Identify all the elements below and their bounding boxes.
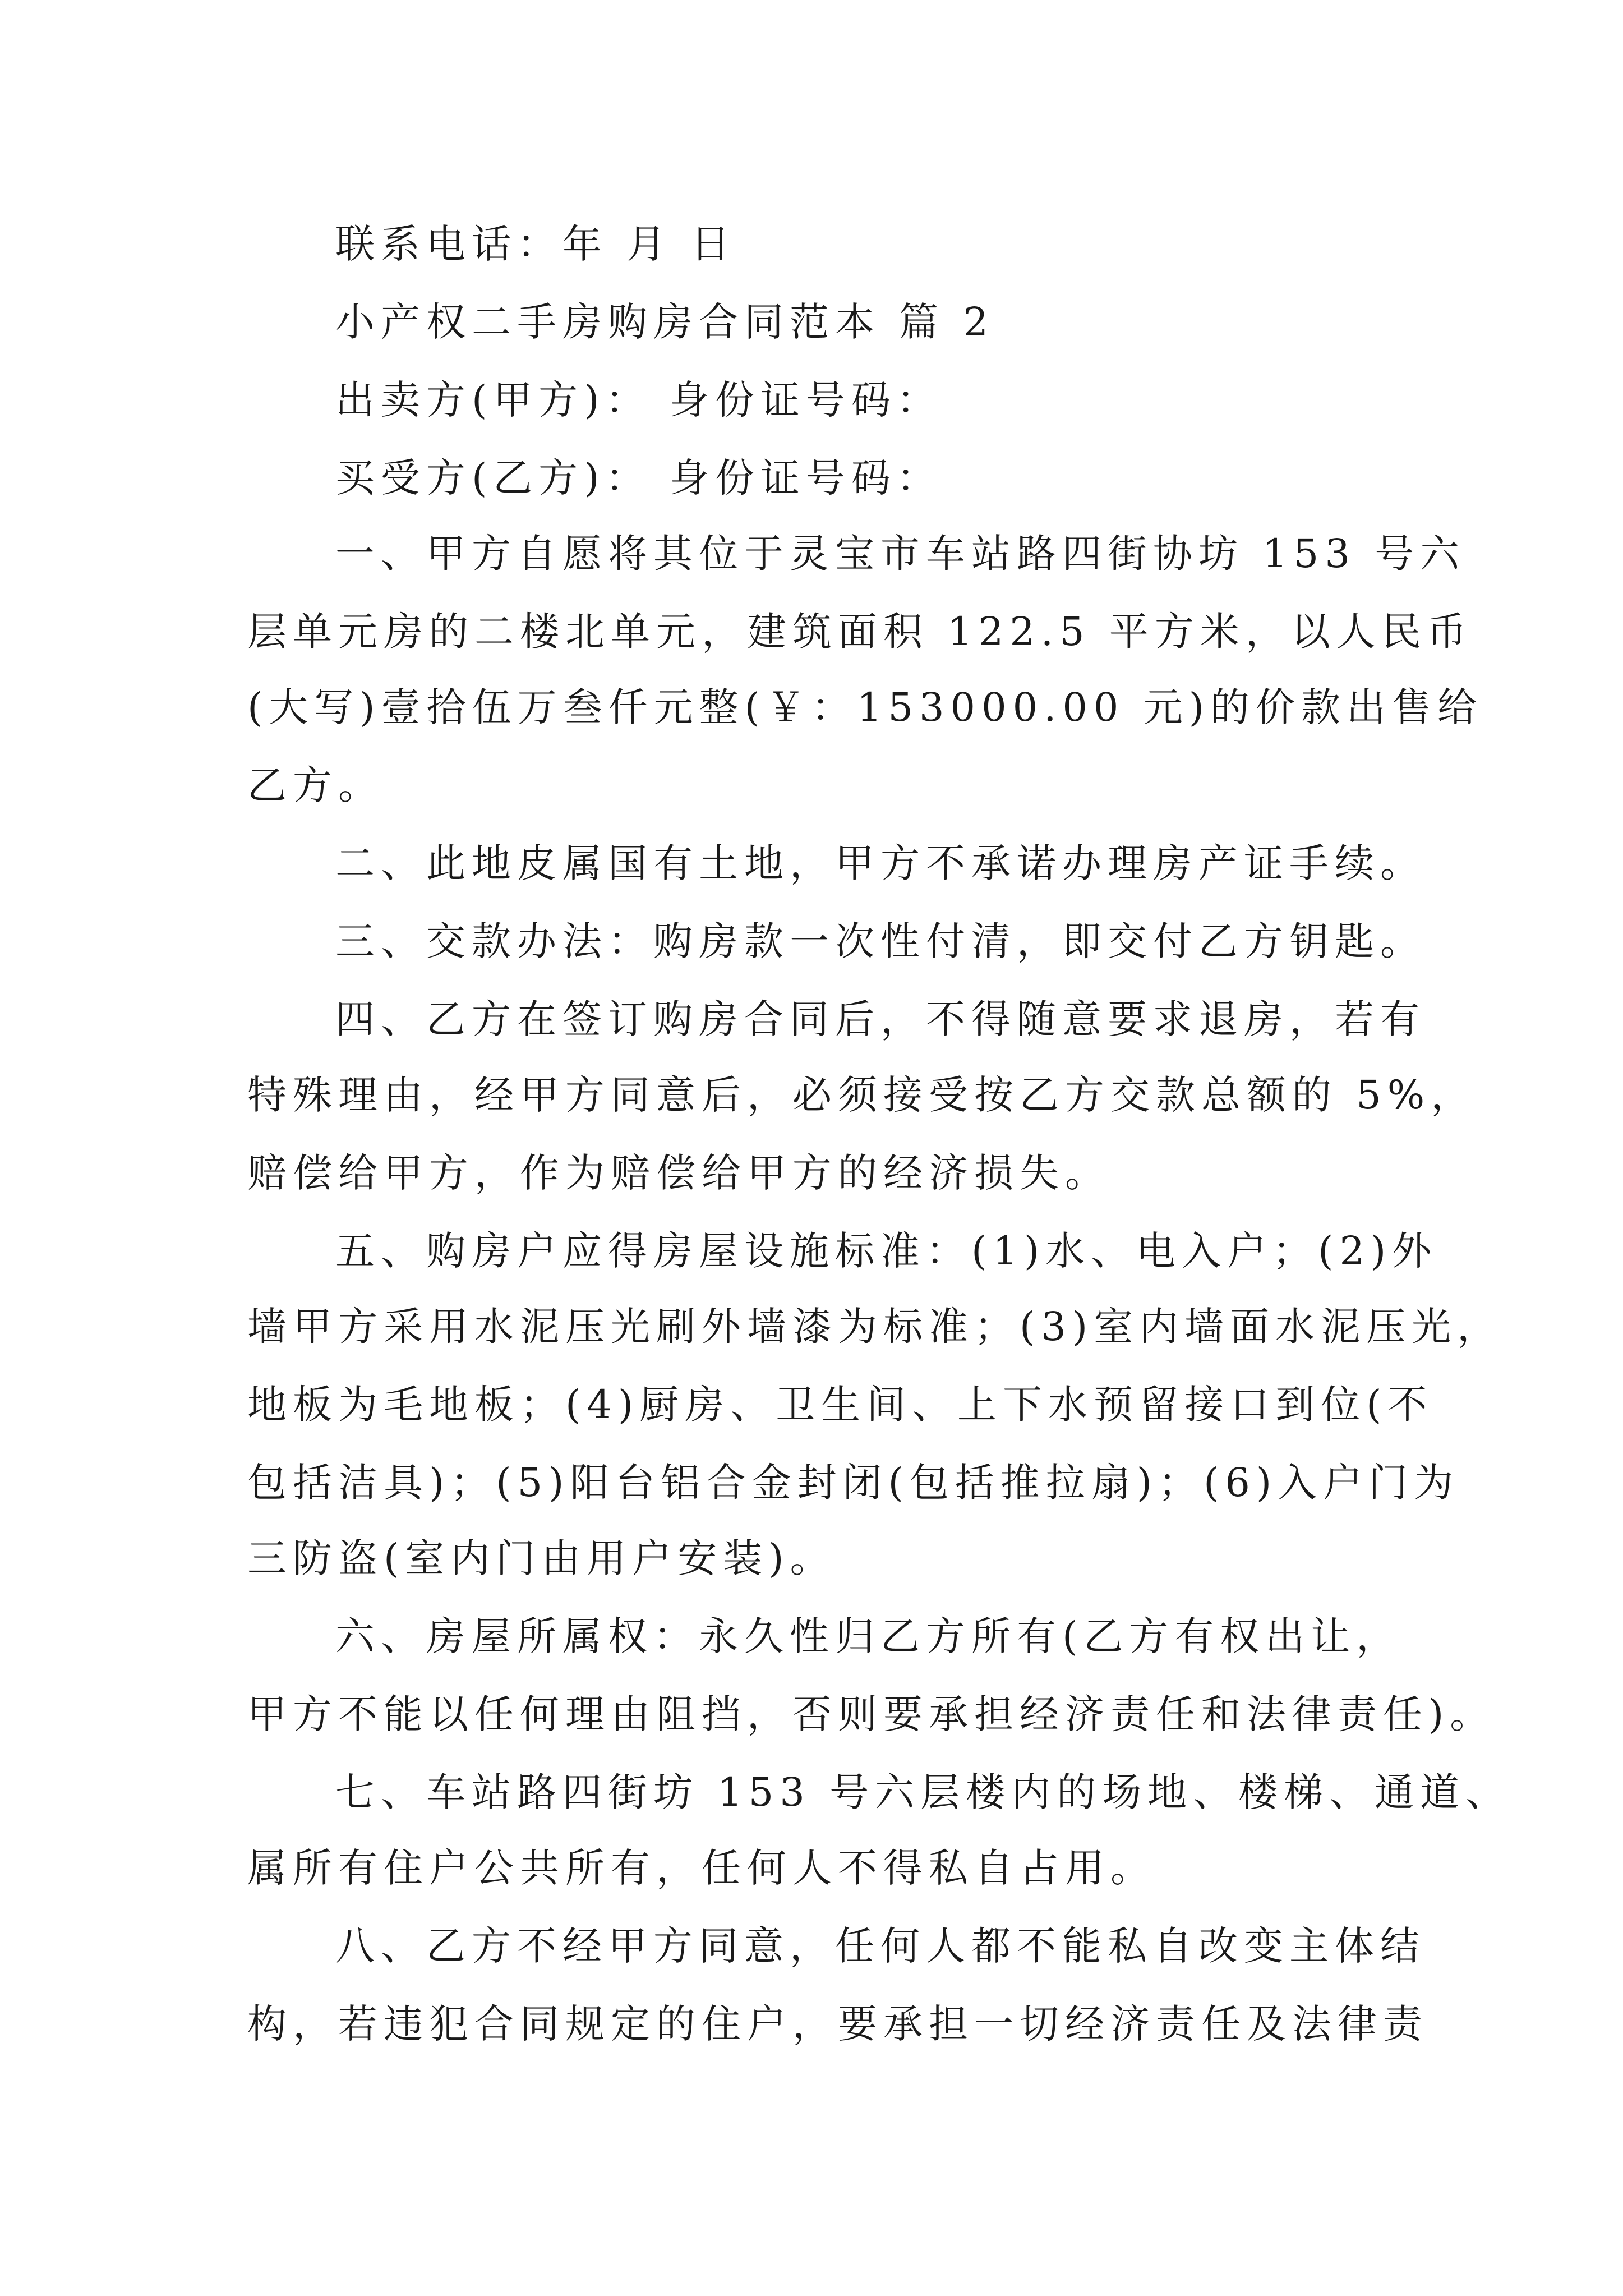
clause-1-line-2: 层单元房的二楼北单元，建筑面积 122.5 平方米，以人民币 [247,609,1473,655]
clause-5-line-4: 包括洁具)；(5)阳台铝合金封闭(包括推拉扇)；(6)入户门为 [247,1460,1460,1506]
buyer-line: 买受方(乙方)： 身份证号码： [335,455,942,501]
seller-line: 出卖方(甲方)： 身份证号码： [335,377,942,423]
clause-3-line-1: 三、交款办法：购房款一次性付清，即交付乙方钥匙。 [335,918,1426,964]
clause-1-line-4: 乙方。 [247,762,384,808]
clause-4-line-1: 四、乙方在签订购房合同后，不得随意要求退房，若有 [335,996,1426,1042]
clause-7-line-2: 属所有住户公共所有，任何人不得私自占用。 [247,1845,1156,1891]
clause-4-line-3: 赔偿给甲方，作为赔偿给甲方的经济损失。 [247,1150,1110,1196]
clause-8-line-2: 构，若违犯合同规定的住户，要承担一切经济责任及法律责 [247,2001,1428,2047]
clause-5-line-3: 地板为毛地板；(4)厨房、卫生间、上下水预留接口到位(不 [247,1382,1433,1428]
clause-7-line-1: 七、车站路四街坊 153 号六层楼内的场地、楼梯、通道、 [335,1769,1511,1815]
clause-6-line-1: 六、房屋所属权：永久性归乙方所有(乙方有权出让， [335,1613,1402,1659]
clause-4-line-2: 特殊理由，经甲方同意后，必须接受按乙方交款总额的 5%， [247,1072,1477,1118]
clause-2-line-1: 二、此地皮属国有土地，甲方不承诺办理房产证手续。 [335,840,1426,886]
section-title: 小产权二手房购房合同范本 篇 2 [335,299,995,345]
clause-1-line-3: (大写)壹拾伍万叁仟元整(￥：153000.00 元)的价款出售给 [247,684,1483,730]
clause-6-line-2: 甲方不能以任何理由阻挡，否则要承担经济责任和法律责任)。 [247,1691,1496,1737]
clause-8-line-1: 八、乙方不经甲方同意，任何人都不能私自改变主体结 [335,1923,1426,1969]
clause-5-line-1: 五、购房户应得房屋设施标准：(1)水、电入户；(2)外 [335,1228,1438,1274]
clause-5-line-5: 三防盗(室内门由用户安装)。 [247,1535,836,1581]
contact-phone-date-line: 联系电话：年 月 日 [335,221,736,267]
clause-1-line-1: 一、甲方自愿将其位于灵宝市车站路四街协坊 153 号六 [335,531,1466,577]
clause-5-line-2: 墙甲方采用水泥压光刷外墙漆为标准；(3)室内墙面水泥压光， [247,1304,1503,1350]
